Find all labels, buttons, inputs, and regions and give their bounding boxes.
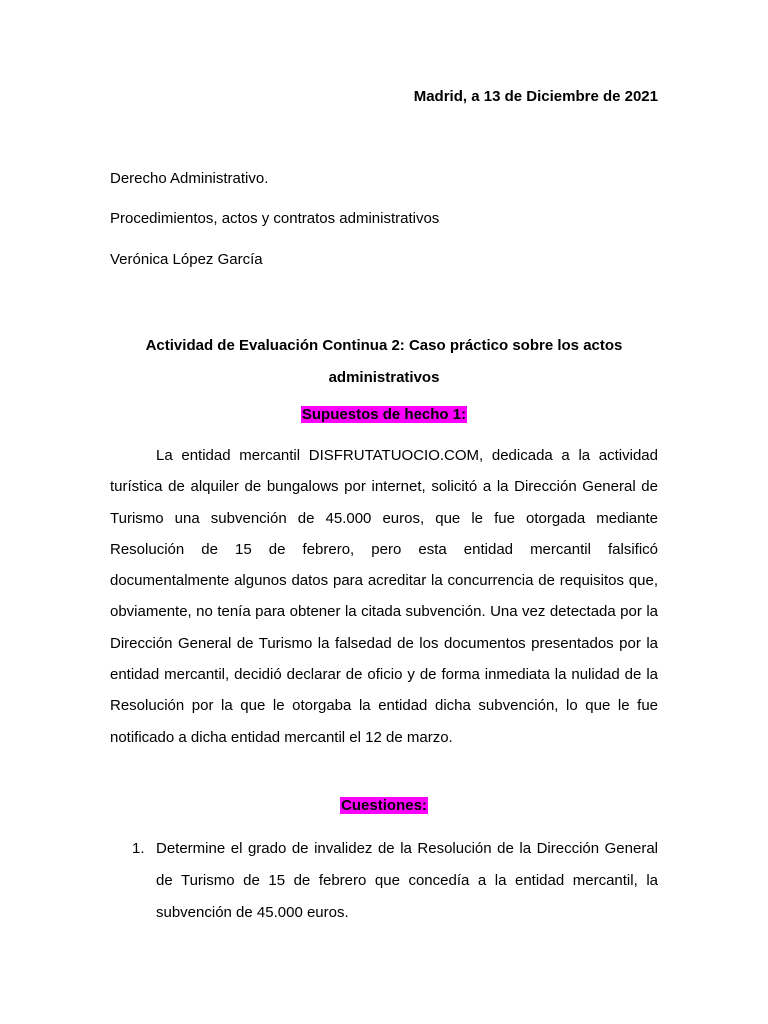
course-line: Procedimientos, actos y contratos administrativos [110,210,440,227]
facts-heading-label: Supuestos de hecho 1: [301,406,467,423]
subject-line: Derecho Administrativo. [110,170,269,187]
questions-heading-label: Cuestiones: [341,797,427,814]
facts-paragraph: La entidad mercantil DISFRUTATUOCIO.COM, dedicada a la actividad turística de alquiler de bungalows por internet, solicitó a la Dirección General de Turismo una subvención de 45.000 euros, que le fue otorgada mediante Resolución de 15 de febrero, pero esta entidad mercantil falsificó documentalmente algunos datos para acreditar la concurrencia de requisitos que, obviamente, no tenía para obtener la citada subvención. Una vez detectada por la Dirección General de Turismo la falsedad de los documentos presentados por la entidad mercantil, decidió declarar de oficio y de forma inmediata la nulidad de la Resolución por la que le otorgaba la entidad dicha subvención, lo que le fue notificado a dicha entidad mercantil el 12 de marzo. [110,447,658,746]
document-title: Actividad de Evaluación Continua 2: Caso práctico sobre los actos administrativos [145,337,623,386]
question-text: Determine el grado de invalidez de la Resolución de la Dirección General de Turismo de 15 de febrero que concedía a la entidad mercantil, la subvención de 45.000 euros. [156,840,658,921]
question-number: 1. [132,840,145,857]
facts-heading [110,404,658,426]
author-line: Verónica López García [110,251,263,268]
questions-heading [110,795,658,817]
date-line: Madrid, a 13 de Diciembre de 2021 [413,88,658,105]
